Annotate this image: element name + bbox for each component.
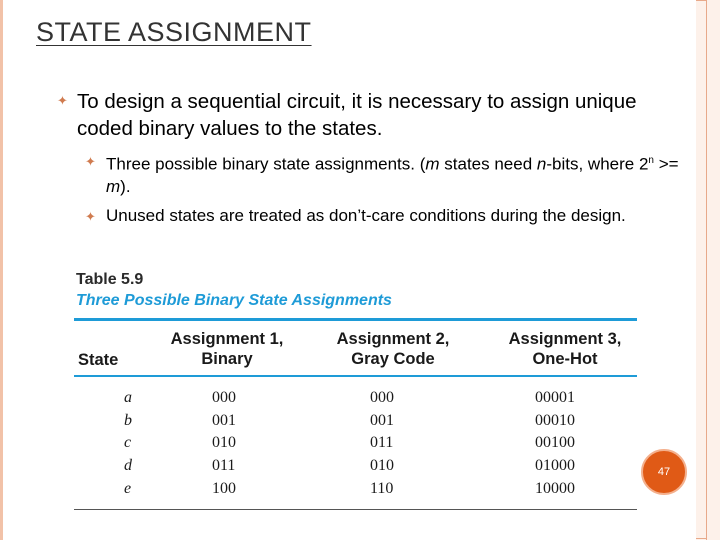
table-top-rule <box>74 318 637 321</box>
table-cell-binary: 011 <box>212 457 236 474</box>
table-cell-gray: 001 <box>370 412 394 429</box>
table-cell-onehot: 00100 <box>535 434 575 451</box>
table-cell-binary: 010 <box>212 434 236 451</box>
table-cell-onehot: 10000 <box>535 480 575 497</box>
table-cell-binary: 100 <box>212 480 236 497</box>
table-caption-title: Three Possible Binary State Assignments <box>76 292 392 309</box>
right-decor-panel <box>696 0 720 540</box>
table-cell-state: b <box>124 412 132 429</box>
header-state: State <box>78 351 119 369</box>
right-decor-line <box>706 0 707 540</box>
table-caption-number: Table 5.9 <box>76 271 144 288</box>
table-cell-gray: 110 <box>370 480 394 497</box>
right-decor-line-bottom <box>696 538 706 539</box>
table-cell-gray: 000 <box>370 389 394 406</box>
table-cell-onehot: 00010 <box>535 412 575 429</box>
table-cell-state: c <box>124 434 132 451</box>
sparkle-bullet-icon: ✦ <box>85 154 96 169</box>
table-cell-state: e <box>124 480 132 497</box>
page-number-badge: 47 <box>641 449 687 495</box>
slide-title: STATE ASSIGNMENT <box>36 17 312 47</box>
sparkle-bullet-icon: ✦ <box>57 93 68 108</box>
header-assignment-2: Assignment 2, Gray Code <box>336 330 450 368</box>
table-cell-gray: 010 <box>370 457 394 474</box>
table-cell-state: a <box>124 389 132 406</box>
sub-bullet-unused-text: Unused states are treated as don’t-care conditions during the design. <box>106 206 626 225</box>
header-assignment-1: Assignment 1, Binary <box>170 330 284 368</box>
right-decor-line-top <box>696 0 706 1</box>
bullet-main-text: To design a sequential circuit, it is necessary to assign unique coded binary values to the states. <box>77 90 637 140</box>
sub-bullet-assignments-text: Three possible binary state assignments. (m states need n-bits, where $2^n >= m$). <box>106 154 679 197</box>
table-header-rule <box>74 375 637 377</box>
header-assignment-3: Assignment 3, One-Hot <box>508 330 622 368</box>
table-cell-onehot: 01000 <box>535 457 575 474</box>
table-cell-binary: 001 <box>212 412 236 429</box>
table-cell-gray: 011 <box>370 434 394 451</box>
left-decor-rule <box>0 0 3 540</box>
table-cell-binary: 000 <box>212 389 236 406</box>
sparkle-bullet-icon: ✦ <box>85 209 96 224</box>
table-bottom-rule <box>74 509 637 510</box>
table-cell-onehot: 00001 <box>535 389 575 406</box>
table-cell-state: d <box>124 457 132 474</box>
